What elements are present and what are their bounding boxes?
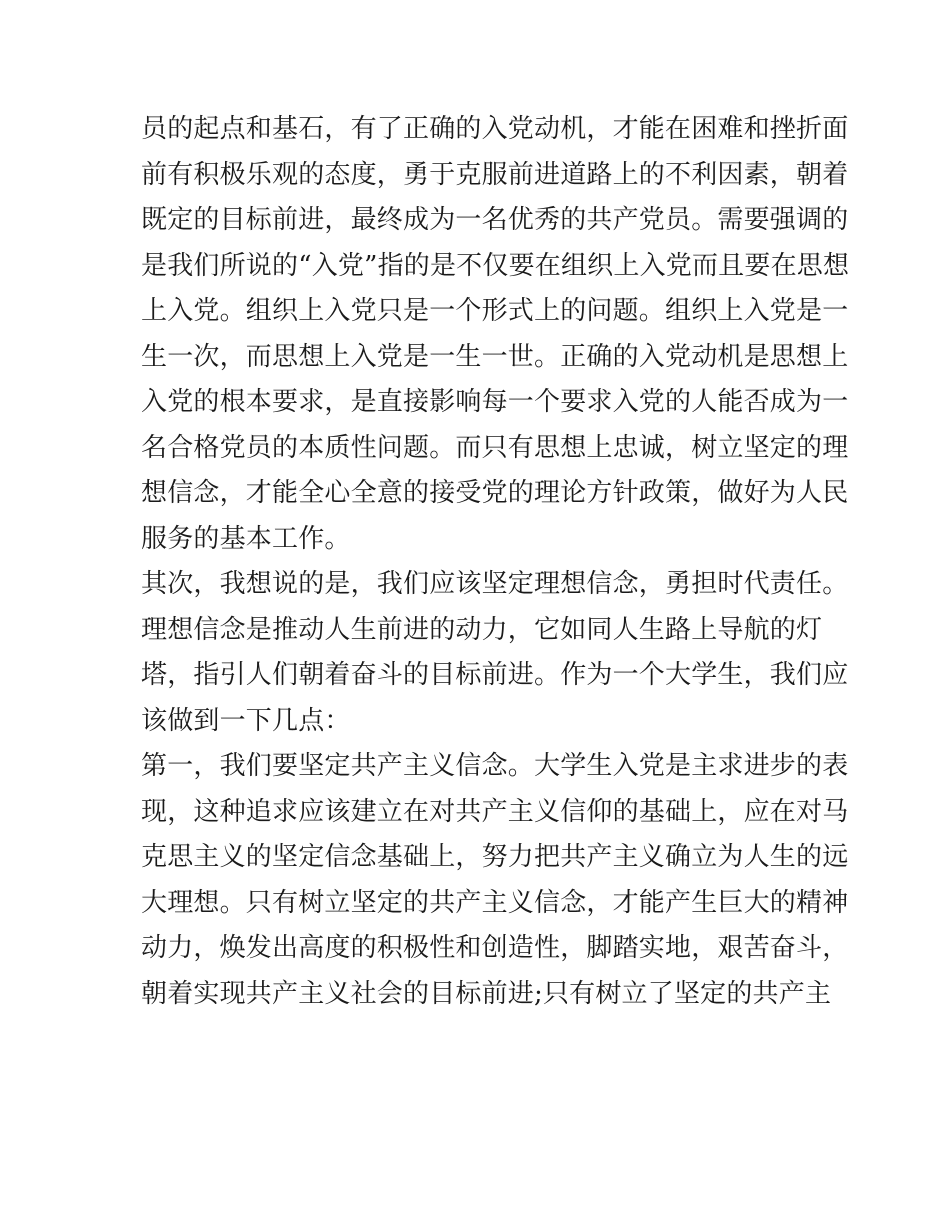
text-line: 入党的根本要求，是直接影响每一个要求入党的人能否成为一 [141, 387, 849, 417]
text-line: 既定的目标前进，最终成为一名优秀的共产党员。需要强调的 [141, 205, 849, 235]
text-line: 朝着实现共产主义社会的目标前进;只有树立了坚定的共产主 [141, 978, 832, 1009]
text-line: 第一，我们要坚定共产主义信念。大学生入党是主求进步的表 [141, 751, 849, 781]
text-line: 现，这种追求应该建立在对共产主义信仰的基础上，应在对马 [141, 796, 849, 827]
text-line: 动力，焕发出高度的积极性和创造性，脚踏实地，艰苦奋斗， [141, 933, 849, 963]
text-line: 塔，指引人们朝着奋斗的目标前进。作为一个大学生，我们应 [141, 660, 849, 690]
text-line: 其次，我想说的是，我们应该坚定理想信念，勇担时代责任。 [141, 569, 849, 599]
text-line: 前有积极乐观的态度，勇于克服前进道路上的不利因素，朝着 [141, 159, 849, 190]
text-line: 大理想。只有树立坚定的共产主义信念，才能产生巨大的精神 [141, 887, 849, 918]
text-line: 该做到一下几点： [141, 705, 351, 736]
text-line: 想信念，才能全心全意的接受党的理论方针政策，做好为人民 [141, 478, 849, 508]
text-line: 上入党。组织上入党只是一个形式上的问题。组织上入党是一 [141, 296, 849, 326]
text-line: 员的起点和基石，有了正确的入党动机，才能在困难和挫折面 [141, 114, 849, 144]
text-line: 克思主义的坚定信念基础上，努力把共产主义确立为人生的远 [141, 842, 849, 872]
text-line: 服务的基本工作。 [141, 523, 351, 554]
text-line: 是我们所说的“入党”指的是不仅要在组织上入党而且要在思想 [141, 250, 850, 281]
body-text [141, 107, 850, 1017]
text-line: 生一次，而思想上入党是一生一世。正确的入党动机是思想上 [141, 341, 849, 372]
text-line: 理想信念是推动人生前进的动力，它如同人生路上导航的灯 [141, 614, 823, 645]
text-line: 名合格党员的本质性问题。而只有思想上忠诚，树立坚定的理 [141, 432, 849, 463]
